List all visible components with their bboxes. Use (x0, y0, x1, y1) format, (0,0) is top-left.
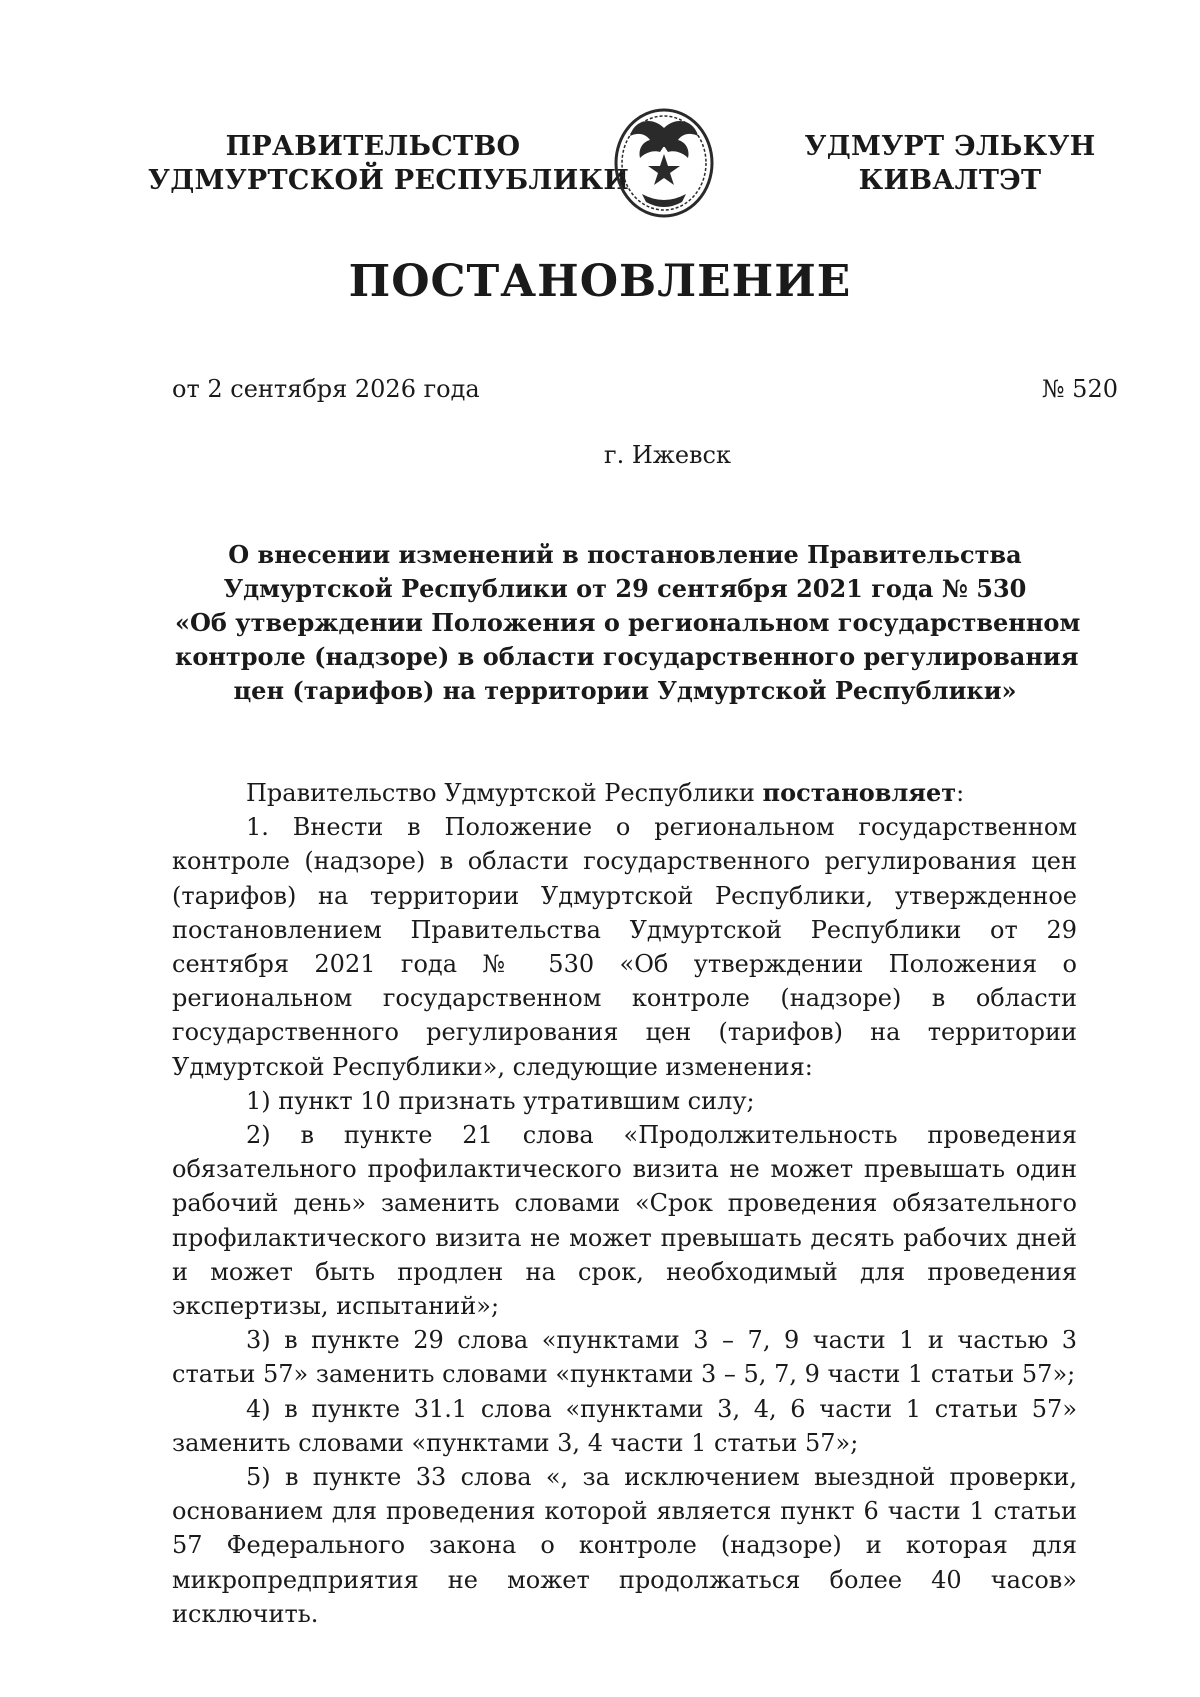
document-city: г. Ижевск (604, 441, 731, 469)
preamble-colon: : (956, 779, 965, 807)
subitem-2: 2) в пункте 21 слова «Продолжительность проведения обязательного профилактического визита не может превышать один рабочий день» заменить словами «Срок проведения обязательного профилактического визита не может превышать десять рабочих дней и может быть продлен на срок, необходимый для проведения экспертизы, испытаний»; (172, 1121, 1077, 1321)
document-type-title: ПОСТАНОВЛЕНИЕ (348, 256, 852, 307)
subject-line: контроле (надзоре) в области государственного регулирования (175, 642, 1079, 671)
subject-line: О внесении изменений в постановление Правительства (228, 540, 1022, 569)
document-date: от 2 сентября 2026 года (172, 375, 480, 403)
preamble (172, 776, 1077, 810)
preamble-text: Правительство Удмуртской Республики (246, 779, 763, 807)
document-subject (175, 538, 1081, 708)
udmurt-coat-of-arms-icon (612, 106, 716, 220)
subject-line: «Об утверждении Положения о региональном государственном (175, 608, 1081, 637)
document-body (172, 776, 1077, 1631)
preamble-verb: постановляет (762, 778, 957, 807)
document-number: № 520 (1041, 375, 1118, 403)
subitem-4: 4) в пункте 31.1 слова «пунктами 3, 4, 6 части 1 статьи 57» заменить словами «пунктами 3, 4 части 1 статьи 57»; (172, 1394, 1077, 1457)
issuer-russian (148, 130, 630, 198)
issuer-udmurt-line-1: УДМУРТ ЭЛЬКУН (804, 131, 1096, 162)
subject-line: цен (тарифов) на территории Удмуртской Республики» (233, 676, 1017, 705)
issuer-line-1: ПРАВИТЕЛЬСТВО (225, 131, 521, 162)
item-1: 1. Внести в Положение о региональном государственном контроле (надзоре) в области государственного регулирования цен (тарифов) на территории Удмуртской Республики, утвержденное постановлением Правительства Удмуртской Республики от 29 сентября 2021 года № 530 «Об утверждении Положения о региональном государственном контроле (надзоре) в области государственного регулирования цен (тарифов) на территории Удмуртской Республики», следующие изменения: (172, 813, 1077, 1081)
issuer-udmurt-line-2: КИВАЛТЭТ (858, 165, 1042, 196)
issuer-udmurt (800, 130, 1100, 198)
subitem-5: 5) в пункте 33 слова «, за исключением выездной проверки, основанием для проведения которой является пункт 6 части 1 статьи 57 Федерального закона о контроле (надзоре) и которая для микропредприятия не может продолжаться более 40 часов» исключить. (172, 1463, 1077, 1628)
subitem-3: 3) в пункте 29 слова «пунктами 3 – 7, 9 части 1 и частью 3 статьи 57» заменить словами «пунктами 3 – 5, 7, 9 части 1 статьи 57»; (172, 1326, 1077, 1389)
subject-line: Удмуртской Республики от 29 сентября 2021 года № 530 (223, 574, 1027, 603)
issuer-line-2: УДМУРТСКОЙ РЕСПУБЛИКИ (148, 165, 630, 196)
subitem-1: 1) пункт 10 признать утратившим силу; (246, 1086, 755, 1115)
